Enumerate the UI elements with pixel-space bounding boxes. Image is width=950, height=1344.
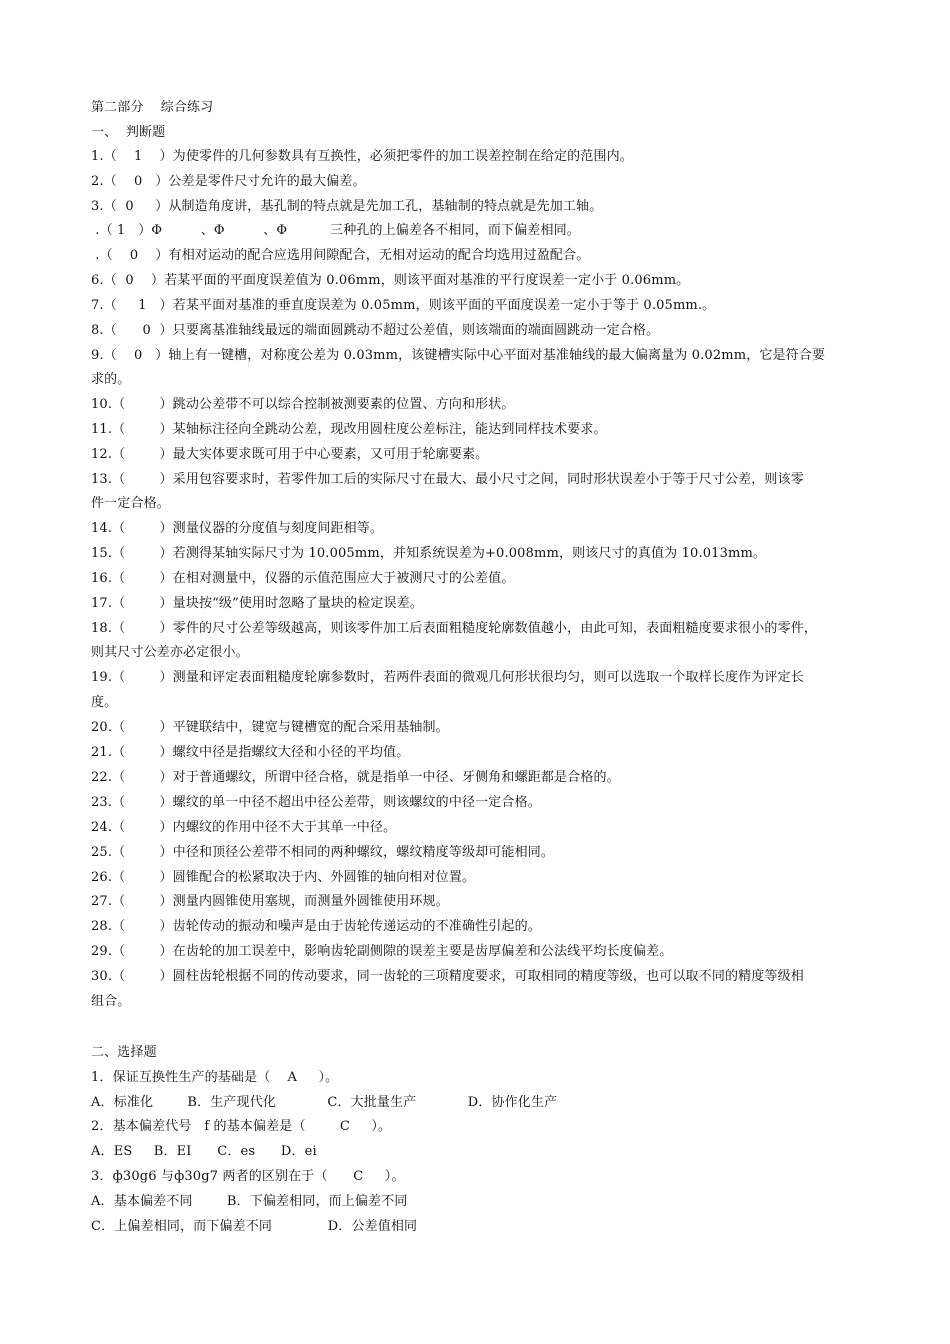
judgment-item-3: 3.（ 0 ）从制造角度讲，基孔制的特点就是先加工孔，基轴制的特点就是先加工轴。 (91, 199, 603, 214)
judgment-item-20: 20.（ ）平键联结中，键宽与键槽宽的配合采用基轴制。 (91, 720, 449, 735)
choice-question-1: 1．保证互换性生产的基础是（ A ）。 (91, 1070, 339, 1085)
judgment-item-17: 17.（ ）量块按“级”使用时忽略了量块的检定误差。 (91, 596, 423, 611)
judgment-item-25: 25.（ ）中径和顶径公差带不相同的两种螺纹，螺纹精度等级却可能相同。 (91, 845, 555, 860)
choice-options-3a: A．基本偏差不同 B．下偏差相同，而上偏差不同 (91, 1194, 408, 1209)
judgment-item-15: 15.（ ）若测得某轴实际尺寸为 10.005mm，并知系统误差为+0.008mm，则该尺寸的真值为 10.013mm。 (91, 546, 767, 561)
judgment-item-28: 28.（ ）齿轮传动的振动和噪声是由于齿轮传递运动的不准确性引起的。 (91, 919, 541, 934)
judgment-item-4: .（ 1 ）Φ 、Φ 、Φ 三种孔的上偏差各不相同，而下偏差相同。 (91, 223, 580, 238)
choice-options-3b: C．上偏差相同，而下偏差不同 D．公差值相同 (91, 1219, 418, 1234)
judgment-item-19-cont: 度。 (91, 695, 118, 710)
judgment-item-14: 14.（ ）测量仪器的分度值与刻度间距相等。 (91, 521, 384, 536)
choice-question-3: 3．ф30g6 与ф30g7 两者的区别在于（ C ）。 (91, 1169, 405, 1184)
choice-question-2: 2．基本偏差代号 f 的基本偏差是（ C ）。 (91, 1119, 392, 1134)
judgment-item-8: 8.（ 0 ）只要离基准轴线最远的端面圆跳动不超过公差值，则该端面的端面圆跳动一定合格。 (91, 323, 660, 338)
judgment-item-27: 27.（ ）测量内圆锥使用塞规，而测量外圆锥使用环规。 (91, 894, 449, 909)
judgment-item-1: 1.（ 1 ）为使零件的几何参数具有互换性，必须把零件的加工误差控制在给定的范围内。 (91, 149, 633, 164)
judgment-item-23: 23.（ ）螺纹的单一中径不超出中径公差带，则该螺纹的中径一定合格。 (91, 795, 541, 810)
judgment-item-13: 13.（ ）采用包容要求时，若零件加工后的实际尺寸在最大、最小尺寸之间，同时形状误差小于等于尺寸公差，则该零 (91, 472, 804, 487)
judgment-item-18-cont: 则其尺寸公差亦必定很小。 (91, 645, 249, 660)
judgment-item-29: 29.（ ）在齿轮的加工误差中，影响齿轮副侧隙的误差主要是齿厚偏差和公法线平均长度偏差。 (91, 944, 673, 959)
judgment-item-18: 18.（ ）零件的尺寸公差等级越高，则该零件加工后表面粗糙度轮廓数值越小，由此可知，表面粗糙度要求很小的零件， (91, 621, 818, 636)
judgment-item-22: 22.（ ）对于普通螺纹，所谓中径合格，就是指单一中径、牙侧角和螺距都是合格的。 (91, 770, 620, 785)
judgment-item-19: 19.（ ）测量和评定表面粗糙度轮廓参数时，若两件表面的微观几何形状很均匀，则可以选取一个取样长度作为评定长 (91, 670, 804, 685)
judgment-item-9: 9.（ 0 ）轴上有一键槽，对称度公差为 0.03mm，该键槽实际中心平面对基准轴线的最大偏离量为 0.02mm，它是符合要 (91, 348, 826, 363)
judgment-item-12: 12.（ ）最大实体要求既可用于中心要素，又可用于轮廓要素。 (91, 447, 489, 462)
judgment-item-16: 16.（ ）在相对测量中，仪器的示值范围应大于被测尺寸的公差值。 (91, 571, 515, 586)
part-title: 第二部分 综合练习 (91, 100, 214, 115)
judgment-item-30: 30.（ ）圆柱齿轮根据不同的传动要求，同一齿轮的三项精度要求，可取相同的精度等级，也可以取不同的精度等级相 (91, 969, 804, 984)
judgment-item-11: 11.（ ）某轴标注径向全跳动公差，现改用圆柱度公差标注，能达到同样技术要求。 (91, 422, 607, 437)
choice-options-1: A．标准化 B．生产现代化 C．大批量生产 D．协作化生产 (91, 1095, 558, 1110)
judgment-item-26: 26.（ ）圆锥配合的松紧取决于内、外圆锥的轴向相对位置。 (91, 870, 476, 885)
judgment-item-30-cont: 组合。 (91, 994, 131, 1009)
judgment-item-21: 21.（ ）螺纹中径是指螺纹大径和小径的平均值。 (91, 745, 410, 760)
judgment-item-7: 7.（ 1 ）若某平面对基准的垂直度误差为 0.05mm，则该平面的平面度误差一定小于等于 0.05mm.。 (91, 298, 716, 313)
section-heading-multiple-choice: 二、选择题 (91, 1045, 157, 1060)
judgment-item-24: 24.（ ）内螺纹的作用中径不大于其单一中径。 (91, 820, 397, 835)
judgment-item-5: .（ 0 ）有相对运动的配合应选用间隙配合，无相对运动的配合均选用过盈配合。 (91, 248, 590, 263)
section-heading-true-false: 一、 判断题 (91, 125, 166, 140)
judgment-item-9-cont: 求的。 (91, 372, 131, 387)
judgment-item-13-cont: 件一定合格。 (91, 496, 170, 511)
choice-options-2: A．ES B．EI C．es D．ei (91, 1144, 317, 1159)
judgment-item-10: 10.（ ）跳动公差带不可以综合控制被测要素的位置、方向和形状。 (91, 397, 515, 412)
judgment-item-2: 2.（ 0 ）公差是零件尺寸允许的最大偏差。 (91, 174, 366, 189)
judgment-item-6: 6.（ 0 ）若某平面的平面度误差值为 0.06mm，则该平面对基准的平行度误差一定小于 0.06mm。 (91, 273, 690, 288)
